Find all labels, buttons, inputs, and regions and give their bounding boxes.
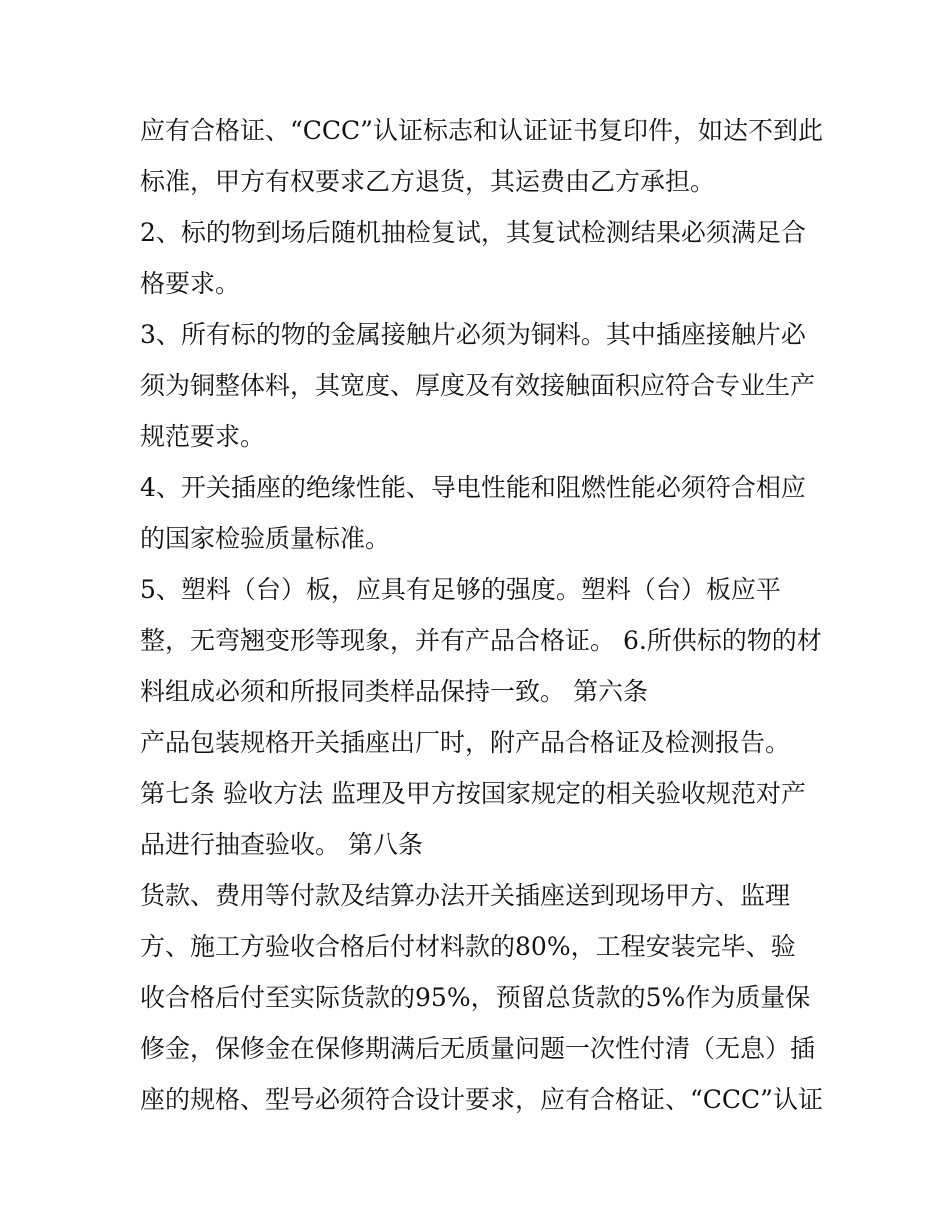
text-line: 5、塑料（台）板，应具有足够的强度。塑料（台）板应平	[140, 575, 781, 604]
text-line: 收合格后付至实际货款的95%，预留总货款的5%作为质量保	[140, 983, 811, 1012]
text-line: 料组成必须和所报同类样品保持一致。 第六条	[140, 677, 648, 706]
text-line: 产品包装规格开关插座出厂时，附产品合格证及检测报告。	[140, 728, 791, 757]
text-line: 品进行抽查验收。 第八条	[140, 830, 423, 859]
text-line: 整，无弯翘变形等现象，并有产品合格证。 6.所供标的物的材	[140, 626, 822, 655]
text-line: 格要求。	[140, 269, 241, 298]
contract-text	[140, 109, 830, 1129]
text-line: 3、所有标的物的金属接触片必须为铜料。其中插座接触片必	[140, 320, 806, 349]
text-line: 2、标的物到场后随机抽检复试，其复试检测结果必须满足合	[140, 218, 806, 247]
text-line: 第七条 验收方法 监理及甲方按国家规定的相关验收规范对产	[140, 779, 806, 808]
text-line: 规范要求。	[140, 422, 266, 451]
text-line: 座的规格、型号必须符合设计要求，应有合格证、“CCC”认证	[140, 1085, 823, 1114]
text-line: 方、施工方验收合格后付材料款的80%，工程安装完毕、验	[140, 932, 796, 961]
text-line: 的国家检验质量标准。	[140, 524, 391, 553]
text-line: 修金，保修金在保修期满后无质量问题一次性付清（无息）插	[140, 1034, 816, 1063]
text-line: 4、开关插座的绝缘性能、导电性能和阻燃性能必须符合相应	[140, 473, 806, 502]
text-line: 货款、费用等付款及结算办法开关插座送到现场甲方、监理	[140, 881, 791, 910]
text-line: 应有合格证、“CCC”认证标志和认证证书复印件，如达不到此	[140, 116, 823, 145]
text-line: 标准，甲方有权要求乙方退货，其运费由乙方承担。	[140, 167, 716, 196]
text-line: 须为铜整体料，其宽度、厚度及有效接触面积应符合专业生产	[140, 371, 816, 400]
